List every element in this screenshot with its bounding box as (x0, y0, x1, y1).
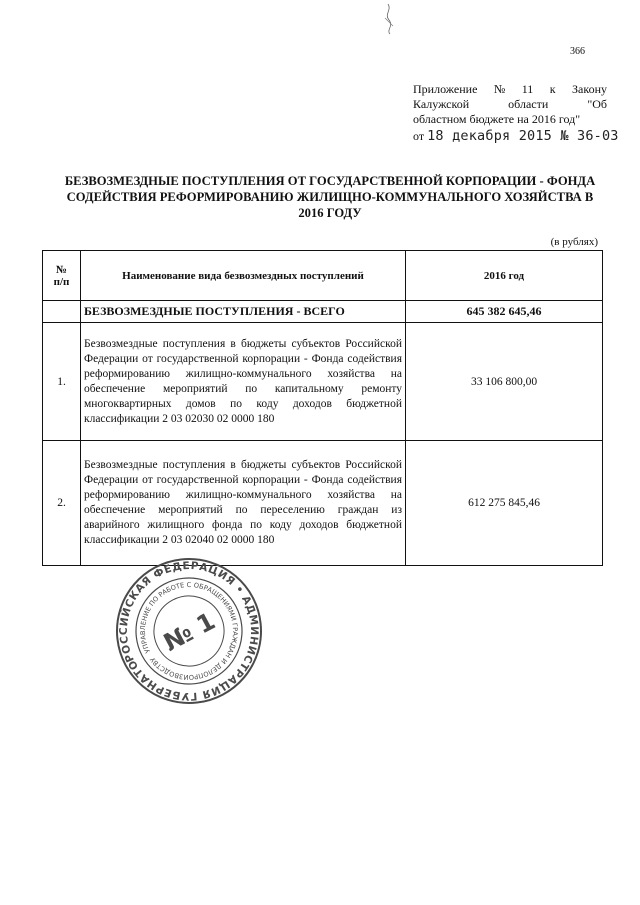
stamp-center-number: № 1 (159, 606, 220, 657)
handwritten-mark (370, 0, 410, 50)
title-line-1: БЕЗВОЗМЕЗДНЫЕ ПОСТУПЛЕНИЯ ОТ ГОСУДАРСТВЕННОЙ КОРПОРАЦИИ - ФОНДА (64, 174, 596, 188)
title-line-3: 2016 ГОДУ (298, 206, 362, 220)
row-num: 1. (43, 323, 81, 441)
page-number: 366 (570, 46, 585, 57)
total-value: 645 382 645,46 (406, 301, 603, 323)
row-name: Безвозмездные поступления в бюджеты субъектов Российской Федерации от государственной корпорации - Фонда содействия реформированию жилищно-коммунального хозяйства на обеспечение мероприятий по капитальному ремонту многоквартирных домов по коду доходов бюджетной классификации 2 03 02030 02 0000 180 (81, 323, 406, 441)
total-name: БЕЗВОЗМЕЗДНЫЕ ПОСТУПЛЕНИЯ - ВСЕГО (81, 301, 406, 323)
row-num: 2. (43, 441, 81, 566)
stamp-outer-text: РОССИЙСКАЯ ФЕДЕРАЦИЯ • АДМИНИСТРАЦИЯ ГУБЕРНАТОРА (117, 559, 261, 703)
row-name: Безвозмездные поступления в бюджеты субъектов Российской Федерации от государственной корпорации - Фонда содействия реформированию жилищно-коммунального хозяйства на обеспечение мероприятий по переселению граждан из аварийного жилищного фонда по коду доходов бюджетной классификации 2 03 02040 02 0000 180 (81, 441, 406, 566)
row-value: 612 275 845,46 (406, 441, 603, 566)
attachment-header (413, 82, 607, 127)
units-label: (в рублях) (550, 236, 598, 248)
row-value: 33 106 800,00 (406, 323, 603, 441)
table-row (43, 323, 603, 441)
title-line-2: СОДЕЙСТВИЯ РЕФОРМИРОВАНИЮ ЖИЛИЩНО-КОММУНАЛЬНОГО ХОЗЯЙСТВА В (66, 190, 594, 204)
total-num (43, 301, 81, 323)
stamp-inner-text: УПРАВЛЕНИЕ ПО РАБОТЕ С ОБРАЩЕНИЯМИ ГРАЖДАН И ДЕЛОПРОИЗВОДСТВУ (138, 580, 240, 682)
attachment-line-2: Калужской области "Об (413, 97, 607, 111)
header-name: Наименование вида безвозмездных поступлений (81, 251, 406, 301)
revenue-table (42, 250, 603, 566)
decree-handwritten: 18 декабря 2015 № 36-03 (427, 128, 619, 144)
decree-reference (413, 128, 619, 144)
table-row (43, 441, 603, 566)
header-year: 2016 год (406, 251, 603, 301)
attachment-line-3: областном бюджете на 2016 год" (413, 112, 581, 126)
header-num: № п/п (43, 251, 81, 301)
attachment-line-1: Приложение № 11 к Закону (413, 82, 607, 96)
table-row-total (43, 301, 603, 323)
table-header-row (43, 251, 603, 301)
document-title (50, 173, 610, 221)
official-seal-stamp (114, 556, 264, 706)
decree-prefix: от (413, 129, 425, 143)
